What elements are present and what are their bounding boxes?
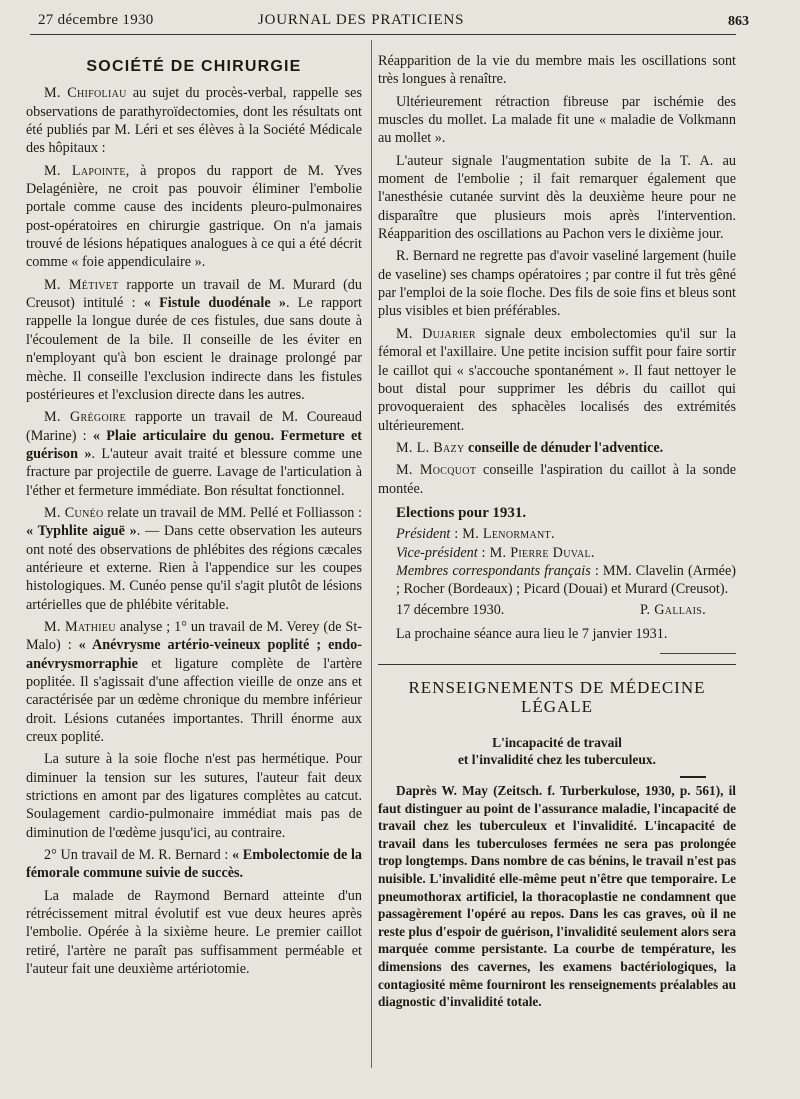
section-title-medecine-legale: RENSEIGNEMENTS DE MÉDECINE LÉGALE	[408, 678, 706, 716]
signature: P. Gallais.	[639, 601, 706, 618]
paragraph-reapparition: Réapparition de la vie du membre mais les oscillations sont très longues à renaître.	[378, 53, 736, 88]
paragraph-mathieu: M. Mathieu analyse ; 1° un travail de M. Verey (de St-Malo) : « Anévrysme artério-veineux poplité ; endo-anévrysmorraphie et ligature complète de l'artère poplitée. Il s'agissait d'une affection vieille de onze ans et caractérisée par un œdème chronique du membre inférieur droit. Lésions cutanées importantes. Thrill énorme aux creux poplité.	[26, 618, 362, 746]
report-title: « Embolectomie de la fémorale commune suivie de succès.	[26, 847, 362, 882]
speaker-name: M. Grégoire	[44, 409, 126, 426]
paragraph-mocquot: M. Mocquot conseille l'aspiration du caillot à la sonde montée.	[378, 462, 736, 497]
paragraph-bernard-title: 2° Un travail de M. R. Bernard : « Embolectomie de la fémorale commune suivie de succès.	[26, 847, 362, 882]
president-line: Président : M. Lenormant.	[396, 526, 555, 543]
paragraph-lapointe: M. Lapointe, à propos du rapport de M. Yves Delagénière, ne croit pas pouvoir éliminer l'embolie portale comme cause des incidents pleuro-pulmonaires post-opératoires en chirurgie gastrique. On n'a jamais trouvé de lésions hépatiques analogues à ce qui a été décrit comme « foie appendiculaire ».	[26, 162, 362, 271]
article-title: L'incapacité de travail et l'invalidité chez les tuberculeux.	[457, 735, 657, 767]
paragraph-volkmann: Ultérieurement rétraction fibreuse par ischémie des muscles du mollet. La malade fit une « maladie de Volkmann au mollet ».	[378, 93, 736, 147]
paragraph-chifoliau: M. Chifoliau au sujet du procès-verbal, rappelle ses observations de parathyroïdectomies, dont les résultats ont été publiés par M. Léri et ses élèves à la Société Médicale des hôpitaux :	[26, 85, 362, 157]
header-date: 27 décembre 1930	[38, 12, 154, 28]
report-title: « Typhlite aiguë »	[26, 523, 137, 540]
column-divider	[371, 40, 372, 1068]
article-body: Daprès W. May (Zeitsch. f. Turberkulose, 1930, p. 561), il faut distinguer au point de l'assurance maladie, l'incapacité de travail chez les tuberculeux et l'invalidité. L'incapacité de travail dans les tuberculoses fermées ne sera pas prolongée trop longtemps. Dans nombre de cas bénins, le travail n'est pas nuisible. L'invalidité elle-même peut n'être que temporaire. Le pneumothorax artificiel, la thoracoplastie ne condamnent que passagèrement l'opéré au repos. Dans les cas graves, où il ne reste plus d'espoir de guérison, l'invalidité seulement alors sera marquée comme persistante. La courbe de température, les dimensions des cavernes, les examens bactériologiques, la contagiosité même fourniront les renseignements préalables au diagnostic d'invalidité totale.	[378, 783, 736, 1010]
ornament-rule	[660, 653, 736, 654]
next-session: La prochaine séance aura lieu le 7 janvier 1931.	[396, 625, 668, 642]
report-title: « Fistule duodénale »	[143, 295, 286, 312]
speaker-name: M. Mocquot	[396, 462, 477, 479]
speaker-name: M. Cunéo	[44, 504, 104, 521]
speaker-name: M. Lapointe	[44, 162, 126, 179]
paragraph-gregoire: M. Grégoire rapporte un travail de M. Coureaud (Marine) : « Plaie articulaire du genou. Fermeture et guérison ». L'auteur avait traité et blessure comme une fracture par projectile de guerre. Lavage de l'articulation à l'éther et fermeture immédiate. Bon résultat fonctionnel.	[26, 409, 363, 499]
header-page-number: 863	[728, 14, 749, 29]
header-journal-title: JOURNAL DES PRATICIENS	[258, 12, 465, 28]
speaker-name: M. Chifoliau	[44, 85, 127, 102]
report-title: « Anévrysme artério-veineux poplité ; endo-anévrysmorraphie	[26, 637, 362, 672]
elections-title: Elections pour 1931.	[396, 504, 527, 521]
paragraph-vaseline: R. Bernard ne regrette pas d'avoir vaseliné largement (huile de vaseline) ses champs opératoires ; par contre il fut très gêné par l'emploi de la soie floche. Des fils de soie fins et bleus sont plus visibles et bien préférables.	[378, 248, 736, 320]
elections-roster	[378, 525, 736, 598]
speaker-name: M. Dujarier	[396, 325, 476, 342]
vice-president-line: Vice-président : M. Pierre Duval.	[396, 544, 595, 561]
signature-line	[378, 601, 736, 619]
section-title-societe: SOCIÉTÉ DE CHIRURGIE	[86, 58, 302, 75]
speaker-name: M. Métivet	[44, 276, 119, 293]
paragraph-dujarier: M. Dujarier signale deux embolectomies qu'il sur la fémoral et l'axillaire. Une petite incision suffit pour faire sortir le caillot qui « s'accouche spontanément ». Il faut nettoyer le bout distal pour supprimer les débris du caillot qui provoqueraient des sphacèles localisés des extrémités ultérieurement.	[378, 325, 737, 434]
header-rule	[30, 34, 736, 35]
paragraph-suture: La suture à la soie floche n'est pas hermétique. Pour diminuer la tension sur les sutures, l'auteur fait deux strictions en amont par des ligatures complètes au catcut. Soulagement cardio-pulmonaire immédiat mais pas de diminution de l'œdème jusqu'ici, au contraire.	[26, 751, 362, 841]
session-date: 17 décembre 1930.	[396, 601, 505, 618]
right-column	[378, 52, 736, 1011]
speaker-name: M. Mathieu	[44, 618, 116, 635]
paragraph-bazy: M. L. Bazy conseille de dénuder l'adventice.	[396, 439, 664, 456]
article-rule	[680, 776, 706, 778]
members-line: Membres correspondants français : MM. Clavelin (Armée) ; Rocher (Bordeaux) ; Picard (Douai) et Murard (Creusot).	[396, 562, 736, 598]
paragraph-cuneo: M. Cunéo relate un travail de MM. Pellé et Folliasson : « Typhlite aiguë ». — Dans cette observation les auteurs ont noté des observations de phlébites des régions cæcales antérieure et externe. Rien à l'appendice sur les coupes histologiques. M. Cunéo pense qu'il s'agit plutôt de lésions artérielles que de phlébite véritable.	[26, 504, 362, 613]
report-title: « Plaie articulaire du genou. Fermeture et guérison »	[26, 427, 362, 462]
section-rule	[378, 664, 736, 665]
paragraph-metivet: M. Métivet rapporte un travail de M. Murard (du Creusot) intitulé : « Fistule duodénale ». Le rapport rappelle la longue durée de ces fistules, due sans doute à l'écoulement de la bile. Il conseille de les éviter en n'employant qu'à bon escient le drainage prolongé par mèche. Il conseille l'exclusion indirecte dans les fistules postérieures et l'exclusion directe dans les autres.	[26, 276, 362, 403]
paragraph-bernard-case: La malade de Raymond Bernard atteinte d'un rétrécissement mitral évolutif est vue deux heures après l'embolie. Opérée à la sixième heure. Le premier caillot retiré, l'artère ne paraît pas suffisamment perméable et l'auteur fait une deuxième artériotomie.	[26, 887, 362, 978]
speaker-name: M. L. Bazy	[396, 439, 465, 456]
left-column	[26, 52, 362, 983]
paragraph-tension: L'auteur signale l'augmentation subite de la T. A. au moment de l'embolie ; il fait remarquer également que l'anesthésie cutanée survint dès la deuxième heure pour ne disparaître que plusieurs mois après l'intervention. Réapparition des oscillations au Pachon vers le dixième jour.	[378, 152, 736, 243]
